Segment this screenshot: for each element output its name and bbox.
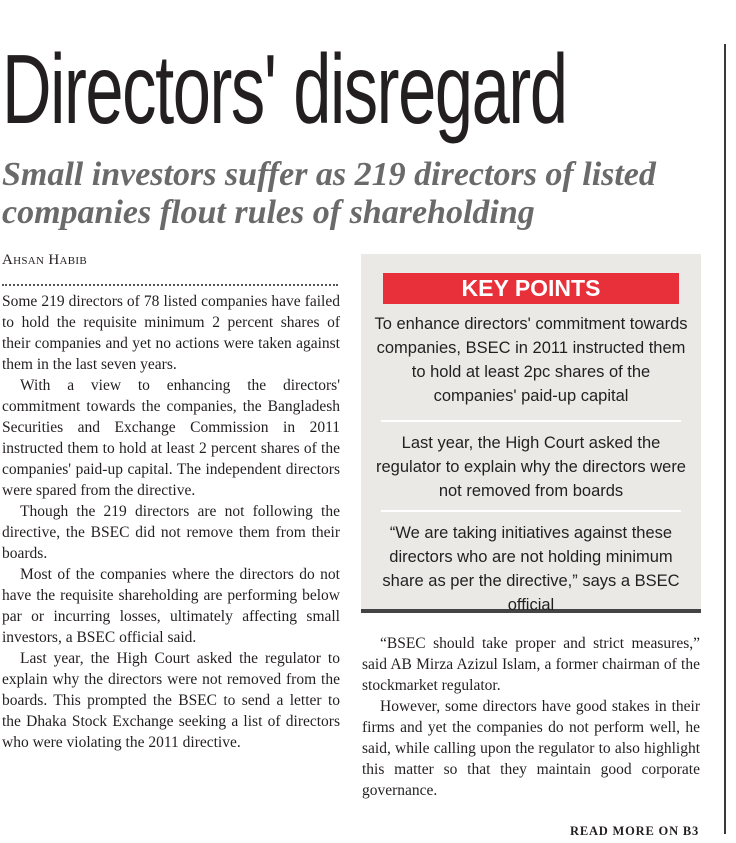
key-points-divider bbox=[381, 420, 681, 422]
byline-divider bbox=[2, 284, 338, 286]
byline: AHSAN HABIB bbox=[2, 252, 87, 268]
key-points-title: KEY POINTS bbox=[383, 273, 679, 304]
key-points-box bbox=[361, 254, 701, 613]
article-column-left bbox=[2, 291, 340, 753]
paragraph: With a view to enhancing the directors' commitment towards the companies, the Bangladesh Securities and Exchange Commission in 2011 instructed them to hold at least 2 percent shares of the companies' paid-up capital. The independent directors were spared from the directive. bbox=[2, 377, 340, 499]
paragraph: Though the 219 directors are not following the directive, the BSEC did not remove them from their boards. bbox=[2, 503, 340, 562]
key-point-1: To enhance directors' commitment towards companies, BSEC in 2011 instructed them to hold at least 2pc shares of the companies' paid-up capital bbox=[374, 315, 688, 405]
paragraph: Last year, the High Court asked the regulator to explain why the directors were not removed from the boards. This prompted the BSEC to send a letter to the Dhaka Stock Exchange seeking a list of directors who were violating the 2011 directive. bbox=[2, 650, 340, 751]
paragraph: Some 219 directors of 78 listed companies have failed to hold the requisite minimum 2 percent shares of their companies and yet no actions were taken against them in the last seven years. bbox=[2, 293, 340, 373]
key-points-divider bbox=[381, 510, 681, 512]
paragraph: Most of the companies where the directors do not have the requisite shareholding are performing below par or incurring losses, ultimately affecting small investors, a BSEC official said. bbox=[2, 566, 340, 646]
paragraph: “BSEC should take proper and strict measures,” said AB Mirza Azizul Islam, a former chairman of the stockmarket regulator. bbox=[362, 635, 700, 694]
article-column-right bbox=[362, 633, 700, 801]
key-point-3: “We are taking initiatives against these directors who are not holding minimum share as per the directive,” says a BSEC official bbox=[382, 524, 680, 614]
key-point-2: Last year, the High Court asked the regulator to explain why the directors were not removed from boards bbox=[376, 434, 686, 500]
headline: Directors' disregard bbox=[2, 34, 567, 144]
column-rule bbox=[724, 44, 726, 834]
paragraph: However, some directors have good stakes in their firms and yet the companies do not perform well, he said, while calling upon the regulator to also highlight this matter so that they maintain good corporate governance. bbox=[362, 698, 700, 799]
read-more-link[interactable]: READ MORE ON B3 bbox=[570, 824, 700, 838]
deck-subheadline: Small investors suffer as 219 directors of listed companies flout rules of shareholding bbox=[2, 156, 656, 231]
